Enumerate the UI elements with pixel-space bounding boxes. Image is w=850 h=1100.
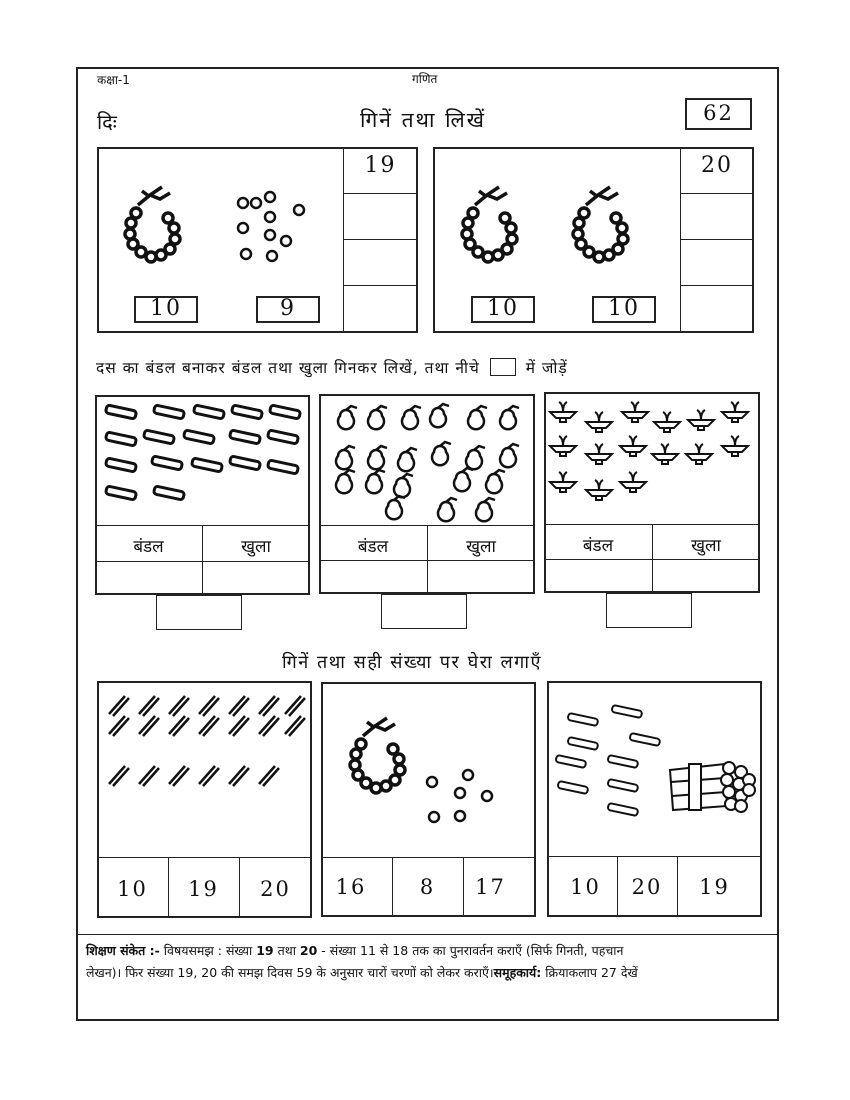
note-text: तथा — [273, 943, 300, 958]
apples-icon — [330, 402, 530, 522]
instruction-text-end: में जोड़ें — [525, 359, 568, 377]
bundle-label: बंडल — [357, 537, 389, 557]
subject-label: गणित — [412, 72, 438, 86]
ones-value-right: 10 — [608, 296, 640, 321]
option-10[interactable]: 10 — [117, 877, 148, 901]
tens-box-left — [134, 296, 198, 323]
section3-instruction: गिनें तथा सही संख्या पर घेरा लगाएँ — [282, 652, 542, 673]
lamps-icon — [548, 400, 758, 500]
sticks-icon — [554, 706, 664, 821]
pencils-icon — [105, 692, 305, 792]
option-19b[interactable]: 19 — [699, 875, 730, 899]
page-number-text: 62 — [703, 101, 734, 125]
note-text: - संख्या 11 से 18 तक का पुनरावर्तन कराएँ (सिर्फ गिनती, पहचान — [317, 943, 624, 958]
option-20b[interactable]: 20 — [631, 875, 663, 899]
ones-box-left — [256, 296, 320, 323]
sum-box[interactable] — [606, 593, 692, 628]
bundle-label: बंडल — [582, 536, 614, 556]
group-work-label: समूहकार्य: — [493, 965, 542, 980]
bead-garland-icon — [457, 185, 527, 270]
answer-left: 19 — [364, 153, 397, 178]
sum-box[interactable] — [156, 595, 242, 630]
bead-garland-icon — [340, 716, 420, 801]
sum-box[interactable] — [381, 594, 467, 629]
stick-bundle-icon — [665, 760, 755, 815]
ones-box-right — [592, 296, 656, 323]
option-20[interactable]: 20 — [260, 877, 291, 901]
option-16[interactable]: 16 — [335, 875, 367, 899]
page-number — [685, 98, 752, 130]
option-10b[interactable]: 10 — [570, 875, 601, 899]
date-label: दिः — [97, 110, 117, 134]
loose-beads-icon — [424, 766, 504, 826]
ones-value-left: 9 — [280, 296, 296, 321]
section2-instruction — [96, 356, 568, 378]
teaching-note-line1 — [86, 940, 766, 962]
loose-label: खुला — [241, 537, 271, 557]
note-text: क्रियाकलाप 27 देखें — [541, 965, 638, 980]
class-label: कक्षा-1 — [97, 73, 130, 87]
note-text: लेखन)। फिर संख्या 19, 20 की समझ दिवस 59 के अनुसार चारों चरणों को लेकर कराएँ। — [86, 965, 494, 980]
bead-garland-icon — [568, 185, 638, 270]
page-title: गिनें तथा लिखें — [360, 108, 486, 132]
note-text: विषयसमझ : संख्या — [159, 943, 257, 958]
note-heading: शिक्षण संकेत :- — [86, 943, 160, 958]
option-19[interactable]: 19 — [188, 877, 219, 901]
bead-garland-icon — [120, 185, 190, 270]
note-number-20: 20 — [299, 943, 318, 958]
loose-beads-icon — [235, 190, 315, 265]
sticks-icon — [104, 405, 304, 515]
note-number-19: 19 — [256, 943, 274, 958]
option-8[interactable]: 8 — [419, 875, 436, 899]
option-17[interactable]: 17 — [475, 875, 506, 899]
tens-value-right: 10 — [487, 296, 519, 321]
inline-box-icon — [490, 358, 516, 376]
bundle-label: बंडल — [133, 537, 164, 557]
teaching-note-line2 — [86, 962, 766, 984]
teaching-note — [86, 940, 766, 984]
loose-label: खुला — [691, 536, 721, 556]
tens-box-right — [471, 296, 535, 323]
answer-right: 20 — [701, 153, 733, 178]
loose-label: खुला — [466, 537, 496, 557]
tens-value-left: 10 — [150, 296, 182, 321]
instruction-text: दस का बंडल बनाकर बंडल तथा खुला गिनकर लिखें, तथा नीचे — [96, 359, 480, 377]
